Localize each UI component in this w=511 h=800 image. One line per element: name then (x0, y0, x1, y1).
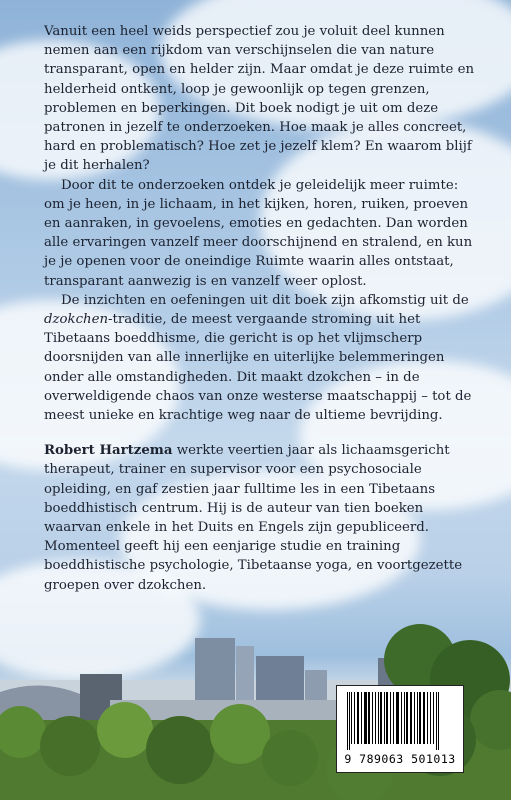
barcode-bar (357, 692, 359, 744)
barcode-bar (406, 692, 408, 744)
barcode-bar (375, 692, 376, 744)
barcode-bar (361, 692, 362, 744)
barcode-bar (427, 692, 428, 744)
tree (97, 702, 153, 758)
blurb-p3-end: -traditie, de meest vergaande stroming uit het Tibetaans boeddhisme, die gericht is op het vlijmscherp doorsnijden van alle innerlijke en uiterlijke belemmeringen onder alle omstandigheden. Dit maakt dzokchen – in de overweldigende chaos van onze westerse maatschappij – tot de meest unieke en krachtige weg naar de ultieme bevrijding. (44, 312, 472, 424)
author-name: Robert Hartzema (44, 443, 173, 459)
barcode-bar (372, 692, 373, 744)
blurb-p3-italic-term: dzokchen (44, 312, 109, 328)
barcode-bar (368, 692, 370, 744)
tree (210, 704, 270, 764)
barcode-bar (380, 692, 382, 744)
blurb-paragraph-1: Vanuit een heel weids perspectief zou je voluit deel kunnen nemen aan een rijkdom van verschijnselen die van nature transparant, open en helder zijn. Maar omdat je deze ruimte en helderheid ontkent, loop je gewoonlijk op tegen grenzen, problemen en beperkingen. Dit boek nodigt je uit om deze patronen in jezelf te onderzoeken. Hoe maak je alles concreet, hard en problematisch? Hoe zet je jezelf klem? En waarom blijf je dit herhalen? (44, 24, 475, 174)
barcode-bar (423, 692, 425, 744)
barcode-bar (354, 692, 355, 744)
tree (262, 730, 318, 786)
barcode-bar (438, 692, 439, 750)
barcode-bar (430, 692, 431, 744)
barcode-bar (410, 692, 412, 744)
author-bio (44, 441, 474, 595)
isbn-barcode (336, 685, 464, 773)
isbn-number: 9 789063 501013 (344, 752, 456, 766)
barcode-bar (364, 692, 367, 744)
barcode-bar (401, 692, 402, 744)
barcode-bar (351, 692, 352, 744)
barcode-bar (417, 692, 418, 744)
barcode-bar (384, 692, 385, 744)
barcode-bar (347, 692, 348, 750)
author-bio-text: werkte veertien jaar als lichaamsgericht therapeut, trainer en supervisor voor een psychosociale opleiding, en gaf zestien jaar fulltime les in een Tibetaans boeddhistisch centrum. Hij is de auteur van tien boeken waarvan enkele in het Duits en Engels zijn gepubliceerd. Momenteel geeft hij een eenjarige studie en training boeddhistische psychologie, Tibetaanse yoga, en voortgezette groepen over dzokchen. (44, 443, 463, 593)
barcode-bar (419, 692, 421, 744)
barcode-bar (404, 692, 405, 744)
barcode-bar (414, 692, 415, 744)
barcode-bar (393, 692, 394, 744)
blurb-p3-start: De inzichten en oefeningen uit dit boek zijn afkomstig uit de (61, 292, 469, 308)
tree (146, 716, 214, 784)
barcode-bar (378, 692, 379, 744)
barcode-bar (349, 692, 350, 750)
back-cover-text (44, 22, 474, 595)
blurb-paragraph-2: Door dit te onderzoeken ontdek je geleidelijk meer ruimte: om je heen, in je lichaam, in het kijken, horen, ruiken, proeven en aanraken, in gevoelens, emoties en gedachten. Dan worden alle ervaringen vanzelf meer doorschijnend en stralend, en kun je je openen voor de oneindige Ruimte waarin alles ontstaat, transparant aanwezig is en vanzelf weer oplost. (44, 177, 473, 289)
barcode-bar (436, 692, 437, 750)
barcode-bars (345, 692, 455, 750)
barcode-bar (390, 692, 391, 744)
barcode-bar (433, 692, 434, 744)
blurb-paragraph-3 (44, 291, 474, 425)
barcode-bar (386, 692, 388, 744)
tree (40, 716, 100, 776)
barcode-bar (396, 692, 399, 744)
